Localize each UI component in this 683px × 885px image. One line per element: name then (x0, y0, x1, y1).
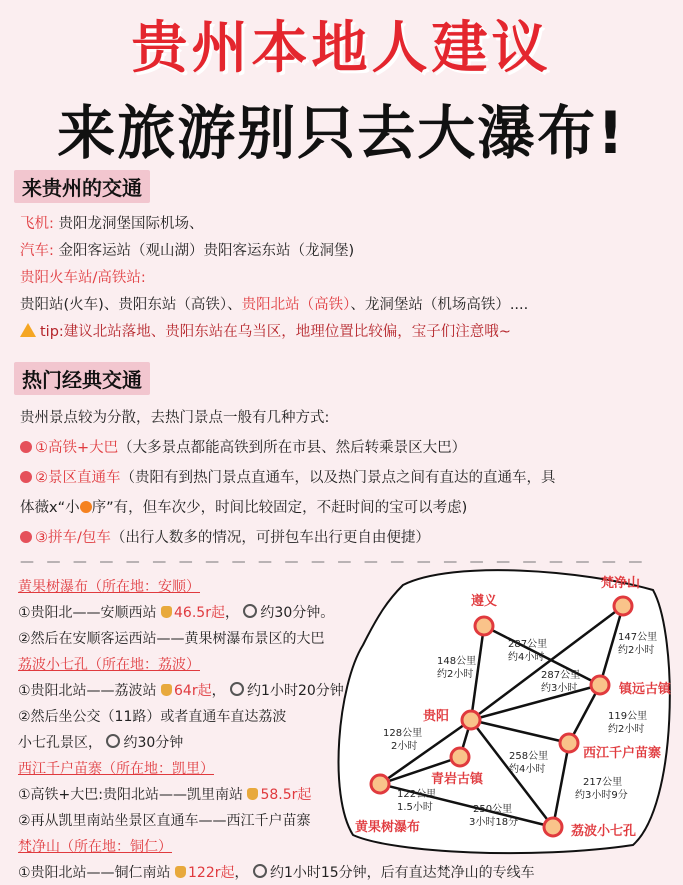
clock-icon (106, 734, 120, 748)
dashed-divider: — — — — — — — — — — — — — — — — — — — — — — — — (20, 554, 647, 570)
plane-text: 贵阳龙洞堡国际机场、 (58, 216, 204, 232)
option-2 (20, 466, 556, 487)
route-3-price: 58.5r起 (260, 787, 312, 803)
dist-hgs-libo-time: 3小时18分 (469, 817, 519, 828)
route-1-price: 46.5r起 (174, 605, 225, 621)
option-2-continued (20, 496, 467, 517)
bullet-icon (20, 531, 32, 543)
money-bag-icon (161, 606, 172, 618)
option-1-text: （大多景点都能高铁到所在市县、然后转乘景区大巴） (118, 440, 467, 456)
route-3-heading (18, 758, 214, 778)
bullet-icon (20, 441, 32, 453)
dist-hgs-qy-time: 1.5小时 (397, 802, 433, 813)
route-1-heading (18, 576, 200, 596)
dist-zunyi-zy-km: 287公里 (508, 639, 548, 650)
dist-gy-zunyi-time: 约2小时 (437, 669, 474, 680)
route-4-price: 122r起 (188, 865, 235, 881)
stations-text-a: 贵阳站(火车)、贵阳东站（高铁）、 (20, 297, 242, 313)
section-heading-transport: 来贵州的交通 (14, 170, 150, 203)
money-bag-icon (247, 788, 258, 800)
route-4-time: 约1小时15分钟，后有直达梵净山的专线车 (269, 865, 535, 881)
city-huangguoshu: 黄果树瀑布 (355, 820, 421, 835)
node-huangguoshu (371, 775, 389, 793)
node-zhenyuan (591, 676, 609, 694)
option-1-label: ①高铁+大巴 (35, 440, 119, 456)
route-3-step-1: ①高铁+大巴:贵阳北站——凯里南站 (18, 787, 243, 803)
route-2-price: 64r起 (174, 683, 212, 699)
clock-icon (230, 682, 244, 696)
route-2-time: 约1小时20分钟 (247, 683, 344, 699)
route-2-step-3: 小七孔景区， (18, 735, 102, 751)
city-qingyan: 青岩古镇 (431, 772, 484, 787)
route-1-line-2: ②然后在安顺客运西站——黄果树瀑布景区的大巴 (18, 631, 325, 647)
dist-gy-zy-time: 约3小时 (541, 683, 578, 694)
route-2-line-3 (18, 732, 183, 752)
option-3-label: ③拼车/包车 (35, 530, 111, 546)
option-2-text: （贵阳有到热门景点直通车，以及热门景点之间有直达的直通车，具 (120, 470, 556, 486)
option-2-line2b: 序”有，但车次少，时间比较固定，不赶时间的宝可以考虑) (91, 500, 468, 516)
route-map (333, 565, 678, 855)
option-3 (20, 526, 430, 547)
route-1-sep: ， (224, 605, 239, 621)
money-bag-icon (175, 866, 186, 878)
option-2-line2a: 体薇x“小 (20, 500, 80, 516)
city-xijiang: 西江千户苗寨 (583, 746, 662, 761)
dist-xj-libo-km: 217公里 (583, 777, 623, 788)
title-line-2: 来旅游别只去大瀑布! (57, 99, 626, 167)
city-libo: 荔波小七孔 (571, 824, 637, 839)
route-2-heading-text: 荔波小七孔（所在地：荔波） (18, 657, 200, 673)
option-1 (20, 436, 466, 457)
route-2-heading (18, 654, 200, 674)
title-line-1: 贵州本地人建议 (131, 16, 552, 81)
city-zhenyuan: 镇远古镇 (619, 682, 672, 697)
stations-text-c: 、龙洞堡站（机场高铁）.... (350, 297, 529, 313)
option-2-label: ②景区直通车 (35, 470, 121, 486)
dist-xj-libo-time: 约3小时9分 (575, 790, 628, 801)
route-3-line-1 (18, 784, 311, 804)
dist-gy-zy-km: 287公里 (541, 670, 581, 681)
dist-gy-libo-time: 约4小时 (509, 764, 546, 775)
warning-icon (20, 323, 36, 337)
city-fanjingshan: 梵净山 (601, 576, 641, 591)
node-zunyi (475, 617, 493, 635)
car-label: 汽车: (20, 243, 54, 259)
bullet-icon (20, 471, 32, 483)
tip-line (20, 320, 511, 341)
node-qingyan (451, 748, 469, 766)
route-1-heading-text: 黄果树瀑布（所在地：安顺） (18, 579, 200, 595)
route-3-heading-text: 西江千户苗寨（所在地：凯里） (18, 761, 214, 777)
node-fanjingshan (614, 597, 632, 615)
dist-zunyi-zy-time: 约4小时 (508, 652, 545, 663)
clock-icon (243, 604, 257, 618)
intro-text: 贵州景点较为分散，去热门景点一般有几种方式: (20, 410, 330, 426)
tip-text: tip:建议北站落地、贵阳东站在乌当区，地理位置比较偏，宝子们注意哦~ (40, 324, 511, 340)
city-zunyi: 遵义 (471, 594, 498, 609)
dist-fj-zy-km: 147公里 (618, 632, 658, 643)
node-xijiang (560, 734, 578, 752)
route-1-line-1 (18, 602, 334, 622)
dist-zy-xj-km: 119公里 (608, 711, 648, 722)
city-guiyang: 贵阳 (423, 709, 450, 724)
stations-highlight: 贵阳北站（高铁） (241, 297, 351, 313)
route-2-step-1: ①贵阳北站——荔波站 (18, 683, 157, 699)
route-2-line-1: ①贵阳北站——荔波站 64r起， 约1小时20分钟 (18, 683, 344, 699)
dist-gy-zunyi-km: 148公里 (437, 656, 477, 667)
dist-hgs-qy-km: 122公里 (397, 789, 437, 800)
money-bag-icon (161, 684, 172, 696)
car-line (20, 239, 354, 260)
route-1-time: 约30分钟。 (260, 605, 335, 621)
dist-zy-xj-time: 约2小时 (608, 724, 645, 735)
route-4-line-1: ①贵阳北站——铜仁南站 122r起， 约1小时15分钟，后有直达梵净山的专线车 (18, 865, 535, 881)
route-4-heading (18, 836, 172, 856)
stations-line (20, 293, 528, 314)
car-text: 金阳客运站（观山湖）贵阳客运东站（龙洞堡) (58, 243, 355, 259)
route-2-line-2: ②然后坐公交（11路）或者直通车直达荔波 (18, 709, 287, 725)
clock-icon (253, 864, 267, 878)
option-3-text: （出行人数多的情况，可拼包车出行更自由便捷） (110, 530, 430, 546)
dist-fj-zy-time: 约2小时 (618, 645, 655, 656)
route-4-heading-text: 梵净山（所在地：铜仁） (18, 839, 172, 855)
dist-hgs-libo-km: 250公里 (473, 804, 513, 815)
plane-label: 飞机: (20, 216, 54, 232)
section-heading-routes: 热门经典交通 (14, 362, 150, 395)
train-label: 贵阳火车站/高铁站: (20, 270, 146, 286)
route-1-step-1: ①贵阳北——安顺西站 (18, 605, 157, 621)
node-libo (544, 818, 562, 836)
route-3-line-2: ②再从凯里南站坐景区直通车——西江千户苗寨 (18, 813, 311, 829)
dist-gy-hgs-time: 2小时 (391, 741, 418, 752)
dist-gy-hgs-km: 128公里 (383, 728, 423, 739)
orange-icon (80, 501, 92, 513)
route-4-step-1: ①贵阳北站——铜仁南站 (18, 865, 171, 881)
route-2-time-2: 约30分钟 (123, 735, 184, 751)
plane-line (20, 212, 204, 233)
node-guiyang (462, 711, 480, 729)
dist-gy-libo-km: 258公里 (509, 751, 549, 762)
